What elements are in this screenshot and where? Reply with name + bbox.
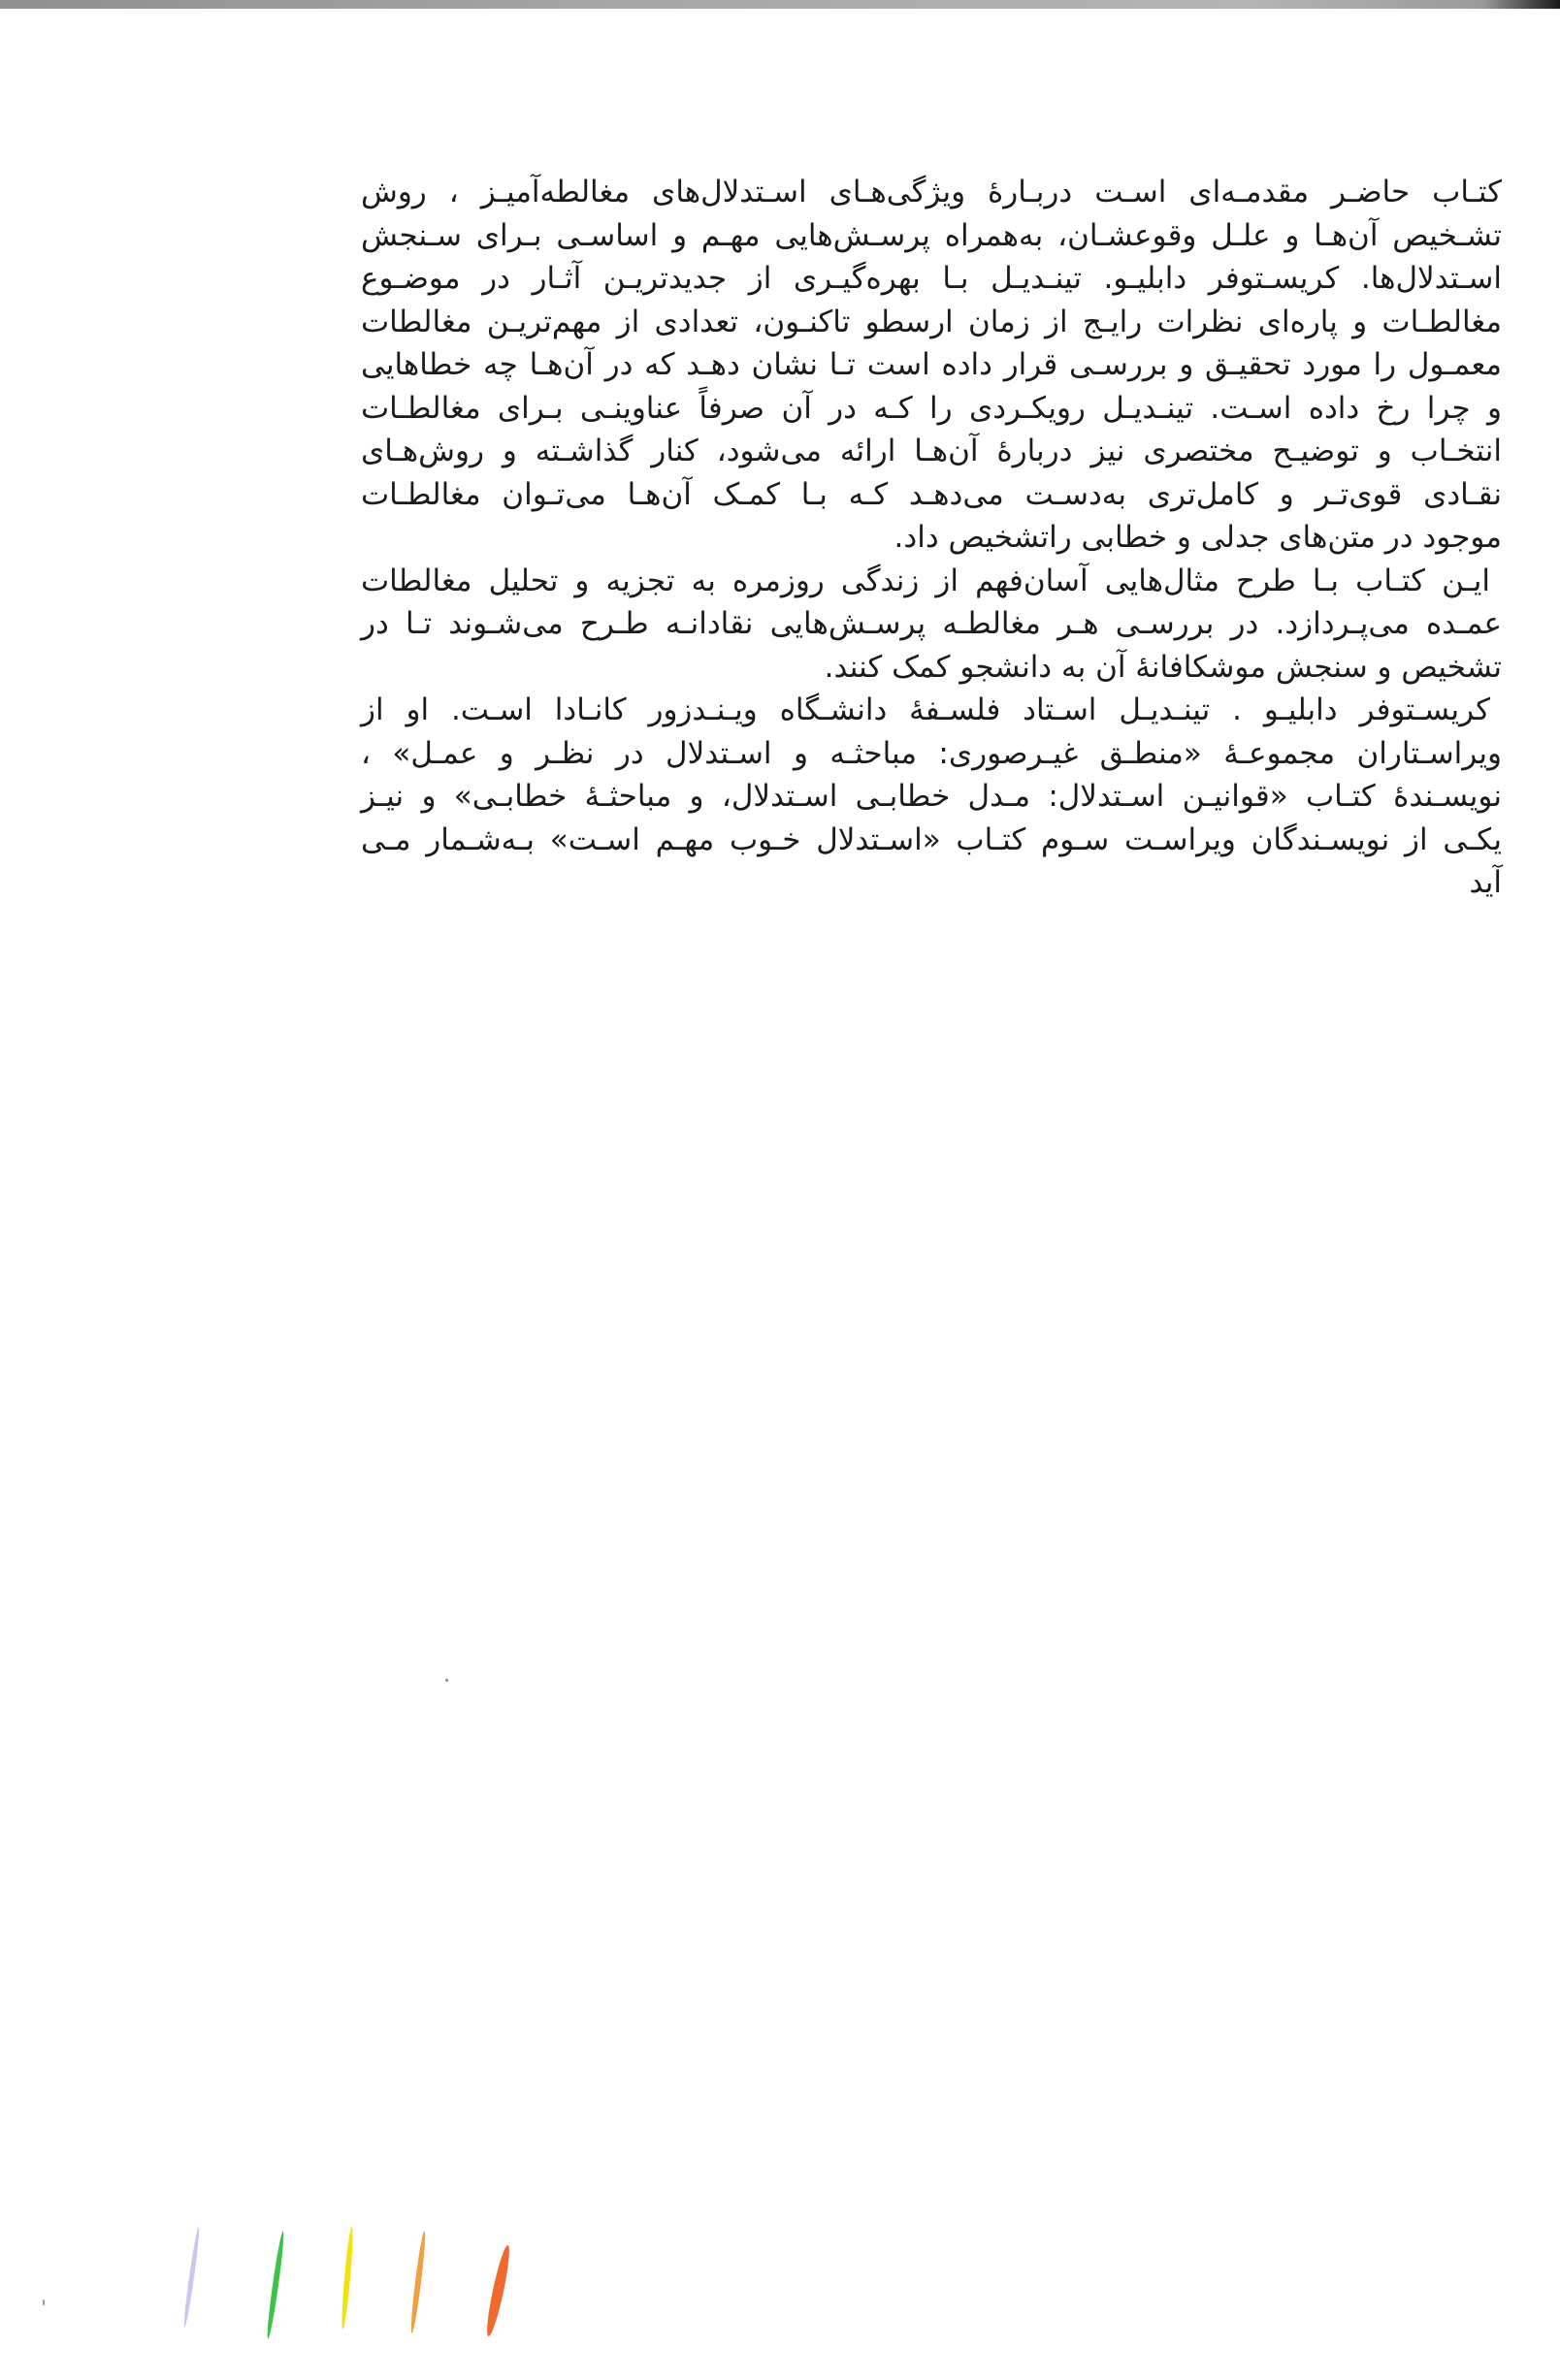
text-line: و چرا رخ داده اسـت. تینـدیـل رویکـردی را کـه در آن صرفاً عناوینـی بـرای مغالطـات bbox=[361, 390, 1502, 426]
page-top-edge-shadow bbox=[0, 0, 1560, 9]
text-line: عمـده می‌پـردازد. در بررسـی هـر مغالطـه پرسـش‌هایی نقادانـه طـرح می‌شـوند تـا در bbox=[361, 606, 1502, 641]
text-line: کریسـتوفر دابلیـو . تینـدیـل اسـتاد فلسـفهٔ دانشـگاه ویـنـدزور کانـادا اسـت. او از bbox=[361, 692, 1490, 727]
paragraph-book-intro bbox=[361, 171, 1502, 560]
text-line: آید bbox=[1469, 865, 1502, 900]
green-stroke-mark bbox=[265, 2231, 286, 2339]
text-line: تشخیص و سنجش موشکافانهٔ آن به دانشجو کمک کنند. bbox=[824, 649, 1502, 685]
text-line: یکـی از نویسـندگان ویراسـت سـوم کتـاب «اسـتدلال خـوب مهـم اسـت» بـه‌شـمار مـی bbox=[361, 821, 1502, 857]
text-line: ایـن کتـاب بـا طرح مثال‌هایی آسان‌فهم از زندگی روزمره به تجزیه و تحلیل مغالطات bbox=[361, 563, 1490, 598]
text-line: نویسـندهٔ کتـاب «قوانیـن اسـتدلال: مـدل خطابـی اسـتدلال، و مباحثـهٔ خطابـی» و نیـز bbox=[361, 779, 1502, 814]
scan-speck bbox=[445, 1679, 448, 1682]
paragraph-book-method bbox=[361, 560, 1502, 690]
lavender-stroke-mark bbox=[182, 2227, 201, 2328]
text-line: ویراسـتاران مجموعـهٔ «منطـق غیـرصوری: مباحثـه و اسـتدلال در نظـر و عمـل» ، bbox=[361, 735, 1502, 771]
text-line: مغالطـات و پاره‌ای نظرات رایـج از زمان ارسطو تاکنـون، تعدادی از مهم‌تریـن مغالطات bbox=[361, 304, 1502, 339]
text-line: معمـول را مورد تحقیـق و بررسـی قرار داده است تـا نشان دهـد که در آن‌هـا چه خطاهایی bbox=[361, 347, 1502, 382]
paragraph-author-bio bbox=[361, 689, 1502, 905]
text-line: کتـاب حاضـر مقدمـه‌ای اسـت دربـارهٔ ویژگی‌هـای اسـتدلال‌های مغالطه‌آمیـز ، روش bbox=[361, 175, 1502, 209]
text-line: انتخـاب و توضیـح مختصری نیز دربارهٔ آن‌هـا ارائه می‌شود، کنار گذاشـته و روش‌هـای bbox=[361, 434, 1502, 468]
text-line: نقـادی قوی‌تـر و کامل‌تری به‌دسـت می‌دهـد کـه بـا کمـک آن‌هـا می‌تـوان مغالطـات bbox=[361, 476, 1502, 512]
text-line: اسـتدلال‌ها. کریسـتوفر دابلیـو. تینـدیـل بـا بهره‌گیـری از جدیدتریـن آثـار در موضـوع bbox=[361, 261, 1502, 296]
yellow-stroke-mark bbox=[340, 2227, 354, 2330]
red-orange-stroke-mark bbox=[483, 2244, 513, 2337]
book-back-cover-text bbox=[361, 171, 1502, 905]
orange-stroke-mark bbox=[409, 2231, 428, 2333]
scan-speck bbox=[43, 2300, 45, 2305]
text-line: تشـخیص آن‌هـا و علـل وقوعشـان، به‌همراه پرسـش‌هایی مهـم و اساسـی بـرای سـنجش bbox=[361, 217, 1502, 253]
text-line: موجود در متن‌های جدلی و خطابی راتشخیص داد. bbox=[894, 520, 1502, 555]
